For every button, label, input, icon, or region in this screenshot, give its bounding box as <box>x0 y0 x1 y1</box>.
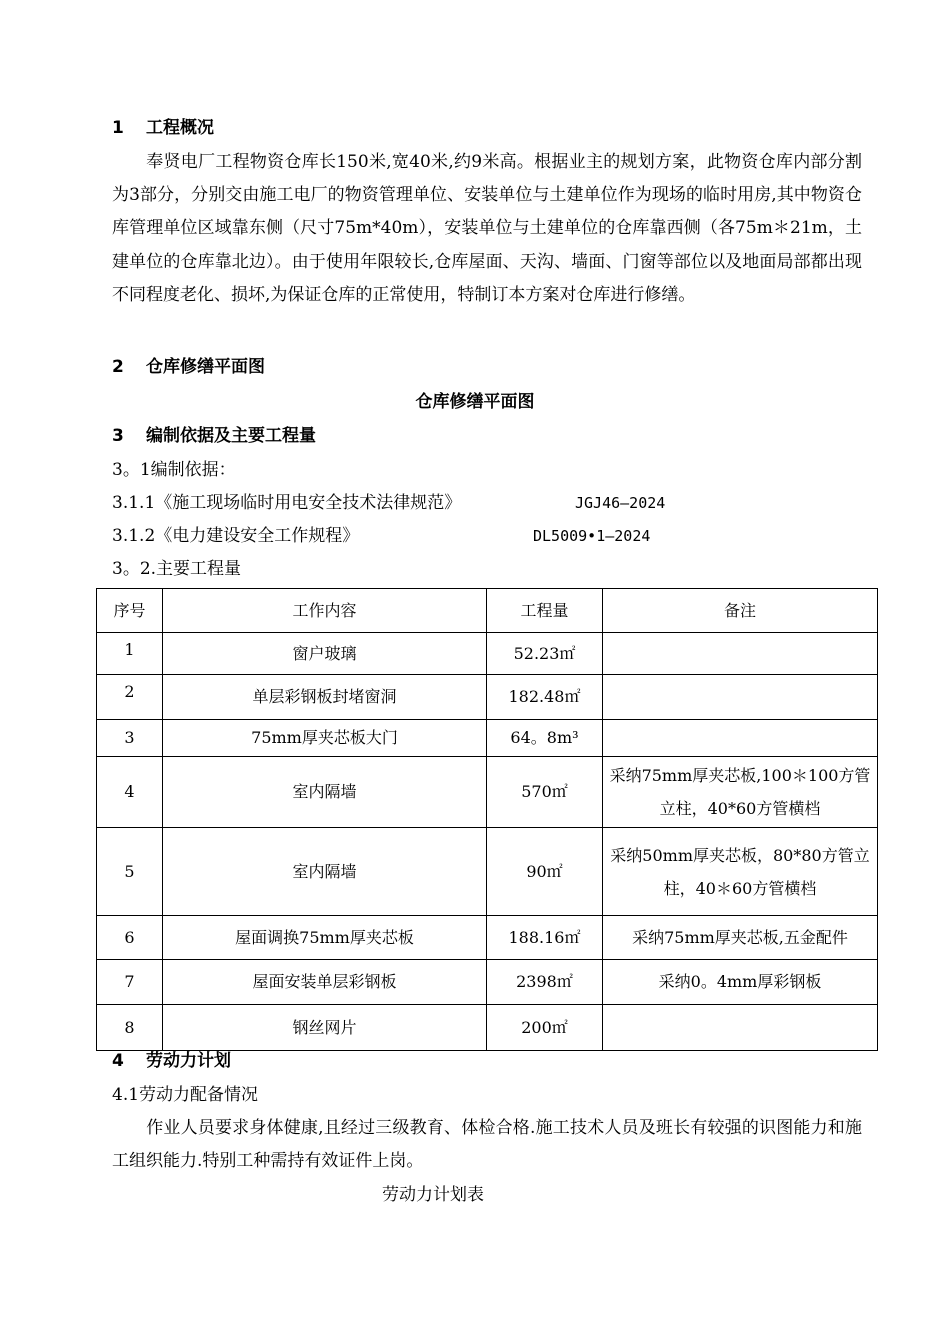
reference-2 <box>112 524 359 548</box>
table-row <box>97 960 878 1005</box>
header-content: 工作内容 <box>163 589 487 633</box>
section-1-heading <box>112 116 214 140</box>
table-row <box>97 828 878 916</box>
section-3-heading <box>112 424 316 448</box>
reference-2-code: DL5009•1—2024 <box>533 527 651 545</box>
cell-seq: 5 <box>97 828 163 916</box>
cell-quantity: 90㎡ <box>487 828 603 916</box>
reference-title: 3.1.1《施工现场临时用电安全技术法律规范》 <box>112 493 462 513</box>
cell-seq: 4 <box>97 757 163 828</box>
cell-seq: 3 <box>97 720 163 757</box>
cell-content: 单层彩钢板封堵窗洞 <box>163 675 487 720</box>
header-quantity: 工程量 <box>487 589 603 633</box>
table-row <box>97 633 878 675</box>
cell-remark: 采纳50mm厚夹芯板，80*80方管立柱，40＊60方管横档 <box>603 828 878 916</box>
cell-content: 窗户玻璃 <box>163 633 487 675</box>
paragraph-text: 作业人员要求身体健康,且经过三级教育、体检合格.施工技术人员及班长有较强的识图能力和施工组织能力.特别工种需持有效证件上岗。 <box>112 1118 862 1172</box>
table-header-row <box>97 589 878 633</box>
cell-quantity: 52.23㎡ <box>487 633 603 675</box>
paragraph-text: 奉贤电厂工程物资仓库长150米,宽40米,约9米高。根据业主的规划方案，此物资仓库内部分割为3部分，分别交由施工电厂的物资管理单位、安装单位与土建单位作为现场的临时用房,其中物资仓库管理单位区域靠东侧（尺寸75m*40m），安装单位与土建单位的仓库靠西侧（各75m＊21m，土建单位的仓库靠北边）。由于使用年限较长,仓库屋面、天沟、墙面、门窗等部位以及地面局部都出现不同程度老化、损坏,为保证仓库的正常使用，特制订本方案对仓库进行修缮。 <box>112 152 862 305</box>
cell-remark: 采纳75mm厚夹芯板,五金配件 <box>603 916 878 960</box>
table-row <box>97 1005 878 1051</box>
subsection-3-1: 3。1编制依据： <box>112 460 236 480</box>
cell-quantity: 570㎡ <box>487 757 603 828</box>
cell-remark: 采纳0。4mm厚彩钢板 <box>603 960 878 1005</box>
cell-content: 75mm厚夹芯板大门 <box>163 720 487 757</box>
cell-quantity: 182.48㎡ <box>487 675 603 720</box>
cell-quantity: 64。8m³ <box>487 720 603 757</box>
labor-plan-caption: 劳动力计划表 <box>382 1185 484 1205</box>
cell-remark <box>603 720 878 757</box>
table-row <box>97 720 878 757</box>
cell-remark <box>603 1005 878 1051</box>
section-title: 工程概况 <box>146 118 214 138</box>
section-number: 2 <box>112 357 124 377</box>
cell-remark <box>603 633 878 675</box>
cell-seq: 2 <box>97 675 163 720</box>
cell-content: 屋面调换75mm厚夹芯板 <box>163 916 487 960</box>
cell-seq: 6 <box>97 916 163 960</box>
floor-plan-caption: 仓库修缮平面图 <box>415 392 535 412</box>
section-4-heading <box>112 1049 231 1073</box>
header-remark: 备注 <box>603 589 878 633</box>
subsection-4-1: 4.1劳动力配备情况 <box>112 1085 259 1105</box>
cell-seq: 7 <box>97 960 163 1005</box>
cell-seq: 1 <box>97 633 163 675</box>
table-row <box>97 675 878 720</box>
section-number: 1 <box>112 118 124 138</box>
header-seq: 序号 <box>97 589 163 633</box>
reference-title: 3.1.2《电力建设安全工作规程》 <box>112 526 360 546</box>
cell-quantity: 2398㎡ <box>487 960 603 1005</box>
section-title: 编制依据及主要工程量 <box>146 426 316 446</box>
section-number: 3 <box>112 426 124 446</box>
cell-remark: 采纳75mm厚夹芯板,100＊100方管立柱，40*60方管横档 <box>603 757 878 828</box>
cell-seq: 8 <box>97 1005 163 1051</box>
cell-content: 室内隔墙 <box>163 757 487 828</box>
section-4-paragraph <box>112 1112 862 1178</box>
section-2-heading <box>112 355 265 379</box>
cell-content: 屋面安装单层彩钢板 <box>163 960 487 1005</box>
cell-content: 钢丝网片 <box>163 1005 487 1051</box>
work-quantity-table <box>96 588 878 1051</box>
cell-content: 室内隔墙 <box>163 828 487 916</box>
table-row <box>97 757 878 828</box>
section-1-paragraph <box>112 146 862 312</box>
cell-remark <box>603 675 878 720</box>
table-row <box>97 916 878 960</box>
section-number: 4 <box>112 1051 124 1071</box>
reference-1-code: JGJ46—2024 <box>575 494 666 512</box>
cell-quantity: 188.16㎡ <box>487 916 603 960</box>
section-title: 仓库修缮平面图 <box>146 357 265 377</box>
cell-quantity: 200㎡ <box>487 1005 603 1051</box>
reference-1 <box>112 491 461 515</box>
subsection-3-2: 3。2.主要工程量 <box>112 559 242 579</box>
section-title: 劳动力计划 <box>146 1051 231 1071</box>
